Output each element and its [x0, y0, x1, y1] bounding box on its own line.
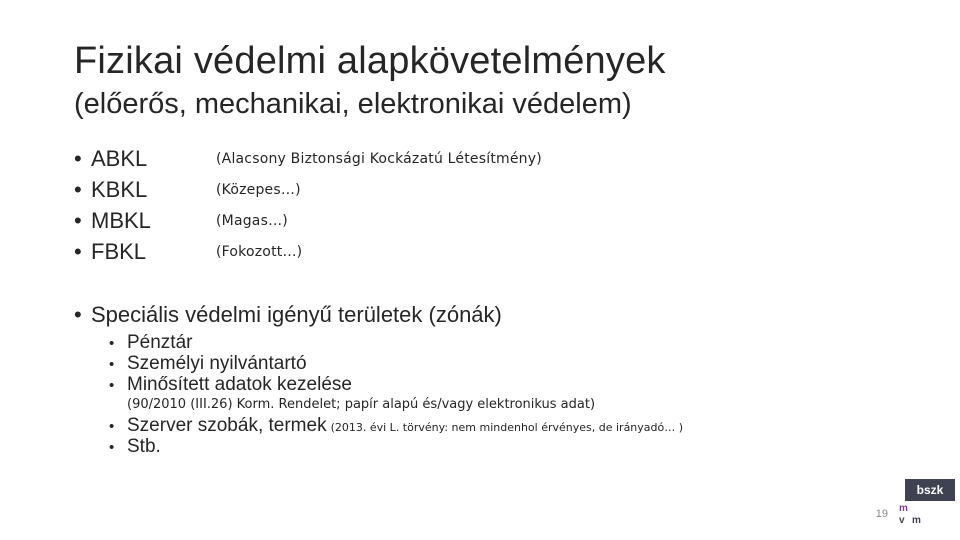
- slide-title: Fizikai védelmi alapkövetelmények: [74, 40, 666, 82]
- security-level-list: [74, 143, 834, 267]
- special-zone-list-continued: [109, 415, 929, 457]
- bullet-icon: •: [74, 145, 82, 171]
- special-heading-text: Speciális védelmi igényű területek (zónák): [91, 302, 502, 327]
- level-item: [74, 205, 834, 236]
- zone-item: [109, 415, 929, 436]
- zone-label: Személyi nyilvántartó: [127, 353, 307, 374]
- level-code: KBKL: [91, 176, 148, 202]
- level-code: ABKL: [91, 145, 148, 171]
- mvm-logo: [896, 503, 928, 531]
- page-number: 19: [875, 508, 888, 520]
- level-code: MBKL: [91, 207, 151, 233]
- zone-item: [109, 353, 909, 374]
- zone-item: [109, 374, 909, 395]
- logo-letter: v: [899, 515, 905, 526]
- zone-item: [109, 332, 909, 353]
- logo-letter: m: [899, 503, 908, 514]
- zone-item: [109, 436, 929, 457]
- classified-data-note: (90/2010 (III.26) Korm. Rendelet; papír alapú és/vagy elektronikus adat): [127, 397, 596, 412]
- level-item: [74, 143, 834, 174]
- logo-letter: m: [912, 515, 921, 526]
- server-room-note: (2013. évi L. törvény: nem mindenhol érvényes, de irányadó… ): [330, 421, 684, 434]
- special-zone-list: [109, 332, 909, 395]
- zone-label: Stb.: [127, 436, 161, 457]
- bullet-icon: •: [74, 176, 82, 202]
- level-description: (Fokozott…): [216, 243, 303, 260]
- level-description: (Közepes…): [216, 181, 301, 198]
- zone-label: Minősített adatok kezelése: [127, 374, 352, 395]
- bullet-icon: •: [74, 238, 82, 264]
- bullet-icon: •: [109, 377, 115, 394]
- special-zones-heading: [74, 302, 502, 328]
- bullet-icon: •: [109, 439, 115, 456]
- bszk-logo: bszk: [905, 479, 955, 501]
- level-description: (Alacsony Biztonsági Kockázatú Létesítmény): [216, 150, 542, 167]
- slide-subtitle: (előerős, mechanikai, elektronikai védelem): [74, 88, 632, 120]
- bullet-icon: •: [109, 356, 115, 373]
- bullet-icon: •: [74, 302, 82, 327]
- level-item: [74, 236, 834, 267]
- bullet-icon: •: [74, 207, 82, 233]
- zone-label: Szerver szobák, termek: [127, 415, 327, 436]
- level-description: (Magas…): [216, 212, 288, 229]
- zone-label: Pénztár: [127, 332, 193, 353]
- level-item: [74, 174, 834, 205]
- level-code: FBKL: [91, 238, 147, 264]
- bullet-icon: •: [109, 335, 115, 352]
- bullet-icon: •: [109, 418, 115, 435]
